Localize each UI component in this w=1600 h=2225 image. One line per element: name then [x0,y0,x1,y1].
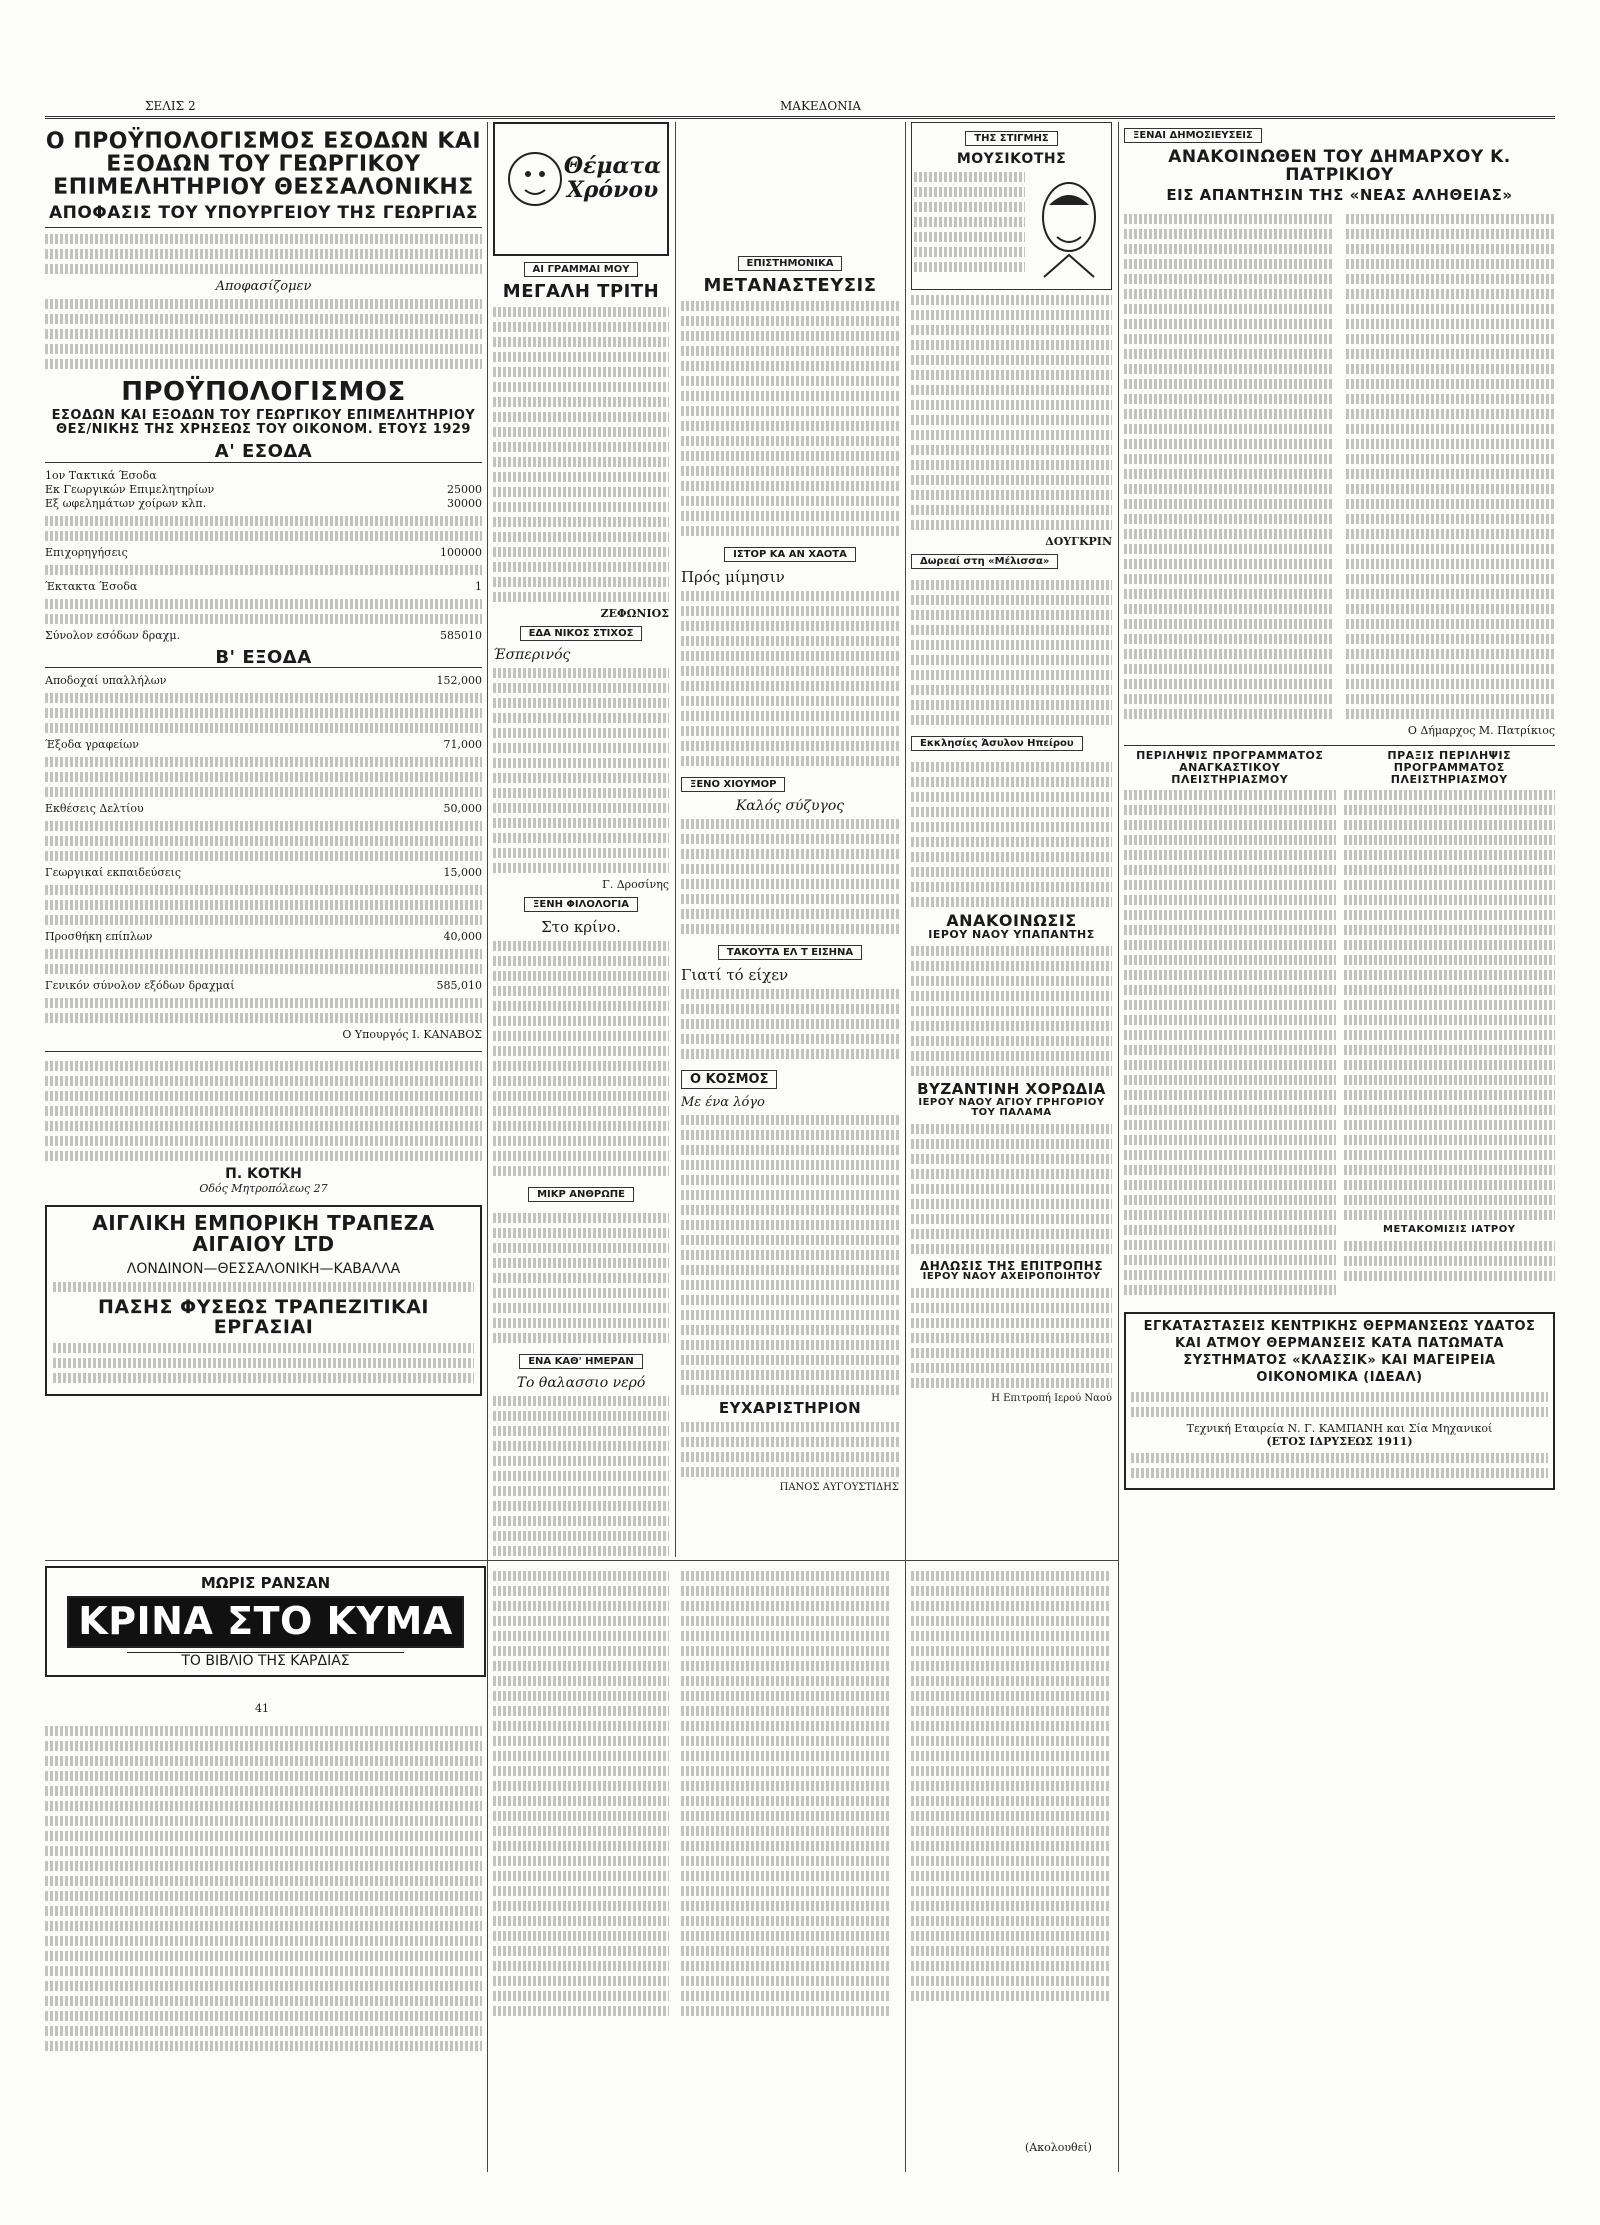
story-title: Στο κρίνο. [541,917,621,936]
heading: Με ένα λόγο [681,1094,765,1110]
sub-label: ΙΣΤΟΡ ΚΑ ΑΝ ΧΑΟΤΑ [724,547,856,562]
table-row: Έκτακτα Έσοδα 1 [45,579,482,593]
poem-author: Γ. Δροσίνης [602,877,669,891]
auction-notice-left: ΠΕΡΙΛΗΨΙΣ ΠΡΟΓΡΑΜΜΑΤΟΣ ΑΝΑΓΚΑΣΤΙΚΟΥ ΠΛΕΙΣΤΗΡΙΑΣΜΟΥ [1136,749,1324,786]
paper-name: ΜΑΚΕΔΟΝΙΑ [780,99,862,113]
minister-signature: Ο Υπουργός Ι. ΚΑΝΑΒΟΣ [342,1028,482,1042]
section-revenue: Α' ΕΣΟΔΑ [45,443,482,463]
auction-notice-right: ΠΡΑΞΙΣ ΠΕΡΙΛΗΨΙΣ ΠΡΟΓΡΑΜΜΑΤΟΣ ΠΛΕΙΣΤΗΡΙΑΣΜΟΥ [1387,749,1512,786]
sub-label: Εκκλησίες Άσυλον Ηπείρου [911,736,1083,751]
heading: Πρός μίμησιν [681,567,785,586]
table-row: Εκθέσεις Δελτίου 50,000 [45,802,482,816]
table-row: 1ον Τακτικά Έσοδα [45,468,157,482]
declaration-subtitle: ΙΕΡΟΥ ΝΑΟΥ ΑΧΕΙΡΟΠΟΙΗΤΟΥ [922,1271,1101,1283]
logo-text: Θέματα Χρόνου [563,153,662,204]
serial-novel [45,1566,1113,2166]
masthead [45,98,1555,119]
table-row: Εξ ωφελημάτων χοίρων κλπ. 30000 [45,496,482,510]
table-row: Σύνολον εσόδων δραχμ. 585010 [45,628,482,642]
article-title: ΜΟΥΣΙΚΟΤΗΣ [956,151,1067,167]
serial-number: 41 [255,1702,269,1715]
budget-article-title: Ο ΠΡΟΫΠΟΛΟΓΙΣΜΟΣ ΕΣΟΔΩΝ ΚΑΙ ΕΞΟΔΩΝ ΤΟΥ ΓΕΩΡΓΙΚΟΥ ΕΠΙΜΕΛΗΤΗΡΙΟΥ ΘΕΣΣΑΛΟΝΙΚΗΣ [45,129,482,201]
sub-label: ΞΕΝΟ ΧΙΟΥΜΟΡ [681,777,785,792]
serial-title: ΚΡΙΝΑ ΣΤΟ ΚΥΜΑ [67,1596,464,1648]
choir-title: ΒΥΖΑΝΤΙΝΗ ΧΟΡΩΔΙΑ [917,1080,1106,1099]
table-row: Έξοδα γραφείων 71,000 [45,738,482,752]
column-announcements [1124,122,1555,2172]
table-row: Γεωργικαί εκπαιδεύσεις 15,000 [45,866,482,880]
heating-ad-company: Τεχνική Εταιρεία Ν. Γ. ΚΑΜΠΑΝΗ και Σία Μηχανικοί [1186,1421,1493,1435]
heating-ad-title: ΕΓΚΑΤΑΣΤΑΣΕΙΣ ΚΕΝΤΡΙΚΗΣ ΘΕΡΜΑΝΣΕΩΣ ΥΔΑΤΟΣ ΚΑΙ ΑΤΜΟΥ ΘΕΡΜΑΝΣΕΙΣ ΚΑΤΑ ΠΑΤΩΜΑΤΑ ΣΥΣΤΗΜΑΤΟΣ «ΚΛΑΣΣΙΚ» ΚΑΙ ΜΑΓΕΙΡΕΙΑ ΟΙΚΟΝΟΜΙΚΑ (ΙΔΕΑΛ) [1143,1319,1536,1385]
table-row: Γενικόν σύνολον εξόδων δραχμαί 585,010 [45,979,482,993]
sub-label: Ο ΚΟΣΜΟΣ [681,1070,777,1089]
kotki-ad-address: Οδός Μητροπόλεως 27 [199,1182,328,1196]
column-budget [45,122,482,1557]
decision-label: Αποφασίζομεν [215,279,312,295]
thanks-sign: ΠΑΝΟΣ ΑΥΓΟΥΣΤΙΔΗΣ [779,1481,899,1493]
serial-author: ΜΩΡΙΣ ΡΑΝΣΑΝ [200,1574,331,1592]
budget-table [45,469,482,643]
poem-title: Έσπερινός [493,646,571,663]
heading: Καλός σύζυγος [735,797,845,814]
series-label: ΑΙ ΓΡΑΜΜΑΙ ΜΟΥ [524,262,639,277]
last-title: Το θαλασσιο νερό [516,1374,646,1391]
table-row: Προσθήκη επίπλων 40,000 [45,930,482,944]
author: ΖΕΦΩΝΙΟΣ [600,606,669,620]
kotki-ad-name: Π. ΚΟΤΚΗ [225,1166,302,1183]
notice-title: ΑΝΑΚΟΙΝΩΣΙΣ [946,910,1077,930]
article-title: ΜΕΤΑΝΑΣΤΕΥΣΙΣ [703,275,877,296]
bank-cities: ΛΟΝΔΙΝΟΝ—ΘΕΣΣΑΛΟΝΙΚΗ—ΚΑΒΑΛΛΑ [126,1261,401,1278]
sub-label: ΞΕΝΗ ΦΙΛΟΛΟΓΙΑ [524,897,638,912]
thanks-title: ΕΥΧΑΡΙΣΤΗΡΙΟΝ [718,1398,862,1417]
declaration-sign: Η Επιτροπή Ιερού Ναού [991,1392,1112,1404]
bank-ad [45,1205,482,1396]
article-title: ΑΝΑΚΟΙΝΩΘΕΝ ΤΟΥ ΔΗΜΑΡΧΟΥ Κ. ΠΑΤΡΙΚΙΟΥ [1168,147,1511,185]
author: ΔΟΥΓΚΡΙΝ [1045,534,1112,548]
article-subtitle: ΕΙΣ ΑΠΑΝΤΗΣΙΝ ΤΗΣ «ΝΕΑΣ ΑΛΗΘΕΙΑΣ» [1166,185,1513,204]
budget-subtitle: ΕΣΟΔΩΝ ΚΑΙ ΕΞΟΔΩΝ ΤΟΥ ΓΕΩΡΓΙΚΟΥ ΕΠΙΜΕΛΗΤΗΡΙΟΥ ΘΕΣ/ΝΙΚΗΣ ΤΗΣ ΧΡΗΣΕΩΣ ΤΟΥ ΟΙΚΟΝΟΜ. ΕΤΟΥΣ 1929 [51,408,476,438]
article-title: ΜΕΓΑΛΗ ΤΡΙΤΗ [502,281,660,302]
bank-services: ΠΑΣΗΣ ΦΥΣΕΩΣ ΤΡΑΠΕΖΙΤΙΚΑΙ ΕΡΓΑΣΙΑΙ [97,1296,430,1339]
serial-subtitle: ΤΟ ΒΙΒΛΙΟ ΤΗΣ ΚΑΡΔΙΑΣ [127,1652,404,1669]
column-science [681,250,899,1557]
table-row: Αποδοχαί υπαλλήλων 152,000 [45,674,482,688]
page-label: ΣΕΛΙΣ 2 [145,99,196,113]
portrait-illustration-icon [1029,167,1109,287]
choir-subtitle: ΙΕΡΟΥ ΝΑΟΥ ΑΓΙΟΥ ΓΡΗΓΟΡΙΟΥ ΤΟΥ ΠΑΛΑΜΑ [918,1096,1105,1119]
serial-continued: (Ακολουθεί) [1025,2141,1092,2154]
budget-article-subtitle: ΑΠΟΦΑΣΙΣ ΤΟΥ ΥΠΟΥΡΓΕΙΟΥ ΤΗΣ ΓΕΩΡΓΙΑΣ [45,205,482,228]
notice-subtitle: ΙΕΡΟΥ ΝΑΟΥ ΥΠΑΠΑΝΤΗΣ [928,928,1095,942]
section-label: ΕΠΙΣΤΗΜΟΝΙΚΑ [738,256,843,271]
bank-name: ΑΙΓΛΙΚΗ ΕΜΠΟΡΙΚΗ ΤΡΑΠΕΖΑ ΑΙΓΑΙΟΥ LTD [92,1211,435,1257]
doctor-notice: ΜΕΤΑΚΟΜΙΣΙΣ ΙΑΤΡΟΥ [1383,1224,1516,1236]
section-expenses: Β' ΕΞΟΔΑ [45,649,482,669]
table-row: Επιχορηγήσεις 100000 [45,545,482,559]
budget-title: ΠΡΟΫΠΟΛΟΓΙΣΜΟΣ [121,377,406,408]
sub-label: Δωρεαί στη «Μέλισσα» [911,554,1058,569]
column-themes [493,122,669,1557]
mayor-signature: Ο Δήμαρχος Μ. Πατρίκιος [1407,724,1555,738]
section-label: ΞΕΝΑΙ ΔΗΜΟΣΙΕΥΣΕΙΣ [1124,128,1262,143]
heading: Γιατί τό είχεν [681,965,789,984]
section-label: ΤΗΣ ΣΤΙΓΜΗΣ [965,131,1057,146]
themata-logo [493,122,669,256]
sub-label: ΜΙΚΡ ΑΝΘΡΩΠΕ [528,1187,634,1202]
sub-label: ΕΝΑ ΚΑΘ' ΗΜΕΡΑΝ [519,1354,643,1369]
sub-label: ΕΔΑ ΝΙΚΟΣ ΣΤΙΧΟΣ [520,626,643,641]
column-moment [911,122,1112,1557]
table-row: Εκ Γεωργικών Επιμελητηρίων 25000 [45,482,482,496]
serial-header [45,1566,486,1677]
moment-box [911,122,1112,290]
sub-label: ΤΑΚΟΥΤΑ ΕΛ Τ ΕΙΣΗΝΑ [718,945,862,960]
heating-ad-founded: (ΕΤΟΣ ΙΔΡΥΣΕΩΣ 1911) [1266,1434,1413,1448]
heating-ad [1124,1312,1555,1490]
declaration-title: ΔΗΛΩΣΙΣ ΤΗΣ ΕΠΙΤΡΟΠΗΣ [919,1258,1104,1273]
